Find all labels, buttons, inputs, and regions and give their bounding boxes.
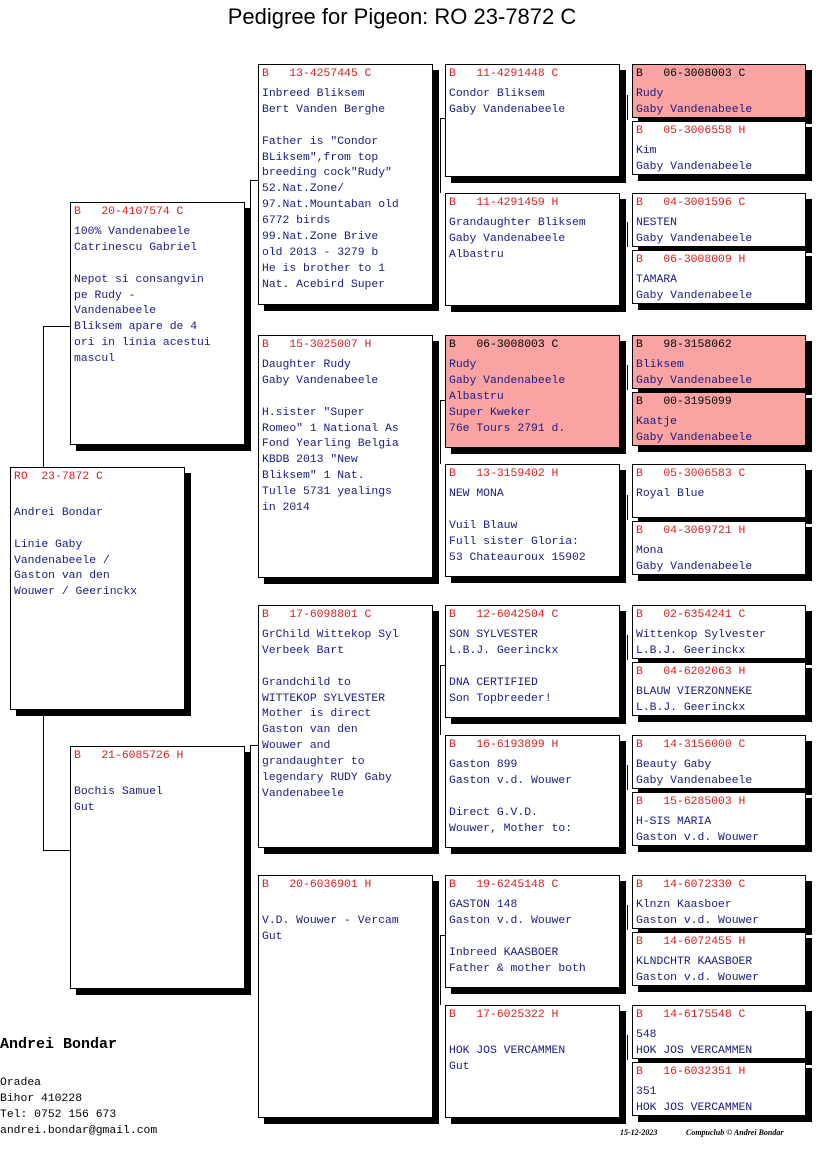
card-line: Daughter Rudy bbox=[262, 358, 351, 371]
ring-number: B 02-6354241 C bbox=[636, 609, 746, 621]
card-line: Gaby Vandenabeele bbox=[636, 103, 753, 116]
card-line: Gaston v.d. Wouwer bbox=[449, 914, 573, 927]
card-line: Bliksem apare de 4 bbox=[74, 321, 198, 334]
connector-line bbox=[627, 1035, 628, 1060]
card-line: Inbreed Bliksem bbox=[262, 87, 365, 100]
card-line: HOK JOS VERCAMMEN bbox=[636, 1101, 753, 1114]
card-line: BLAUW VIERZONNEKE bbox=[636, 685, 753, 698]
ring-number: B 17-6098801 C bbox=[262, 609, 372, 621]
card-line: WITTEKOP SYLVESTER bbox=[262, 692, 386, 705]
pigeon-card-grandparent[interactable] bbox=[258, 335, 433, 578]
pigeon-card-grandparent[interactable] bbox=[258, 605, 433, 848]
pigeon-card-grandparent[interactable] bbox=[258, 64, 433, 305]
card-line: legendary RUDY Gaby bbox=[262, 772, 392, 785]
ring-number: B 06-3008003 C bbox=[449, 339, 559, 351]
pigeon-card-ancestor[interactable] bbox=[632, 521, 806, 575]
pigeon-card-ancestor[interactable] bbox=[632, 792, 806, 846]
card-line: Andrei Bondar bbox=[14, 506, 103, 519]
owner-phone: Tel: 0752 156 673 bbox=[0, 1109, 117, 1121]
card-line: GrChild Wittekop Syl bbox=[262, 628, 399, 641]
connector-line bbox=[250, 745, 258, 746]
card-line: Wouwer / Geerinckx bbox=[14, 586, 138, 599]
card-line: Gaby Vandenabeele bbox=[636, 374, 753, 387]
card-line: Father is "Condor bbox=[262, 135, 379, 148]
connector-line bbox=[250, 745, 251, 865]
card-line: Bochis Samuel bbox=[74, 785, 163, 798]
card-line: Son Topbreeder! bbox=[449, 692, 552, 705]
card-line: 76e Tours 2791 d. bbox=[449, 422, 566, 435]
ring-number: B 11-4291459 H bbox=[449, 197, 559, 209]
card-line: HOK JOS VERCAMMEN bbox=[636, 1044, 753, 1057]
pigeon-card-ancestor[interactable] bbox=[632, 1005, 806, 1059]
card-line: Royal Blue bbox=[636, 487, 705, 500]
ring-number: B 98-3158062 bbox=[636, 339, 732, 351]
card-line bbox=[14, 490, 181, 506]
card-line: Kim bbox=[636, 144, 657, 157]
pigeon-card-great-grandparent[interactable] bbox=[445, 464, 620, 577]
card-line: 97.Nat.Mountaban old bbox=[262, 199, 399, 212]
pigeon-card-great-grandparent[interactable] bbox=[445, 193, 620, 306]
card-line: Gaston v.d. Wouwer bbox=[636, 971, 760, 984]
connector-line bbox=[627, 222, 628, 247]
ring-number: B 05-3006558 H bbox=[636, 125, 746, 137]
card-line: Rudy bbox=[449, 358, 477, 371]
ring-number: B 04-6202063 H bbox=[636, 666, 746, 678]
pigeon-card-grandparent[interactable] bbox=[258, 875, 433, 1118]
pigeon-card-great-grandparent[interactable] bbox=[445, 735, 620, 848]
card-line: Inbreed KAASBOER bbox=[449, 946, 559, 959]
connector-line bbox=[440, 935, 441, 1005]
card-line: KBDB 2013 "New bbox=[262, 454, 358, 467]
pigeon-card-ancestor-highlighted[interactable] bbox=[632, 392, 806, 446]
ring-number: B 21-6085726 H bbox=[74, 750, 184, 762]
card-line: V.D. Wouwer - Vercam bbox=[262, 914, 399, 927]
card-line: Gaby Vandenabeele bbox=[636, 160, 753, 173]
pigeon-card-ancestor[interactable] bbox=[632, 932, 806, 986]
connector-line bbox=[627, 765, 628, 790]
card-line: 53 Chateauroux 15902 bbox=[449, 551, 586, 564]
card-line: Gaby Vandenabeele bbox=[636, 289, 753, 302]
connector-line bbox=[250, 180, 258, 181]
connector-line bbox=[440, 400, 441, 464]
credit-text: Compuclub © Andrei Bondar bbox=[686, 1128, 784, 1137]
ring-number: B 13-4257445 C bbox=[262, 68, 372, 80]
owner-name: Andrei Bondar bbox=[0, 1036, 118, 1053]
card-line: Klnzn Kaasboer bbox=[636, 898, 732, 911]
card-line: Fond Yearling Belgia bbox=[262, 438, 399, 451]
card-line: grandaughter to bbox=[262, 756, 365, 769]
card-line: Gaston 899 bbox=[449, 758, 518, 771]
card-line bbox=[449, 1028, 616, 1044]
card-line: SON SYLVESTER bbox=[449, 628, 538, 641]
card-line: TAMARA bbox=[636, 273, 678, 286]
card-line: Gaby Vandenabeele bbox=[449, 103, 566, 116]
card-line: Gut bbox=[74, 801, 95, 814]
card-line bbox=[262, 660, 429, 676]
pigeon-card-great-grandparent[interactable] bbox=[445, 875, 620, 988]
card-line: Wittenkop Sylvester bbox=[636, 628, 766, 641]
connector-line bbox=[627, 905, 628, 930]
card-line: Gaby Vandenabeele bbox=[262, 374, 379, 387]
card-line: Gaby Vandenabeele bbox=[449, 232, 566, 245]
pigeon-card-ancestor[interactable] bbox=[632, 464, 806, 518]
pigeon-card-ancestor-highlighted[interactable] bbox=[632, 64, 806, 118]
card-line: breeding cock"Rudy" bbox=[262, 167, 392, 180]
pigeon-card-ancestor[interactable] bbox=[632, 605, 806, 659]
card-line: Romeo" 1 National As bbox=[262, 422, 399, 435]
ring-number: B 05-3006583 C bbox=[636, 468, 746, 480]
card-line: Direct G.V.D. bbox=[449, 806, 538, 819]
connector-line bbox=[440, 665, 441, 735]
card-line: Kaatje bbox=[636, 415, 678, 428]
card-line: Wouwer, Mother to: bbox=[449, 822, 573, 835]
card-line: HOK JOS VERCAMMEN bbox=[449, 1044, 566, 1057]
card-line: Gaston v.d. Wouwer bbox=[636, 914, 760, 927]
card-line: Mona bbox=[636, 544, 664, 557]
card-line bbox=[449, 790, 616, 806]
owner-contact bbox=[0, 1075, 157, 1139]
card-line: Nat. Acebird Super bbox=[262, 278, 386, 291]
card-line: Gaston v.d. Wouwer bbox=[449, 774, 573, 787]
pigeon-card-great-grandparent[interactable] bbox=[445, 605, 620, 718]
card-line bbox=[14, 522, 181, 538]
card-line: Rudy bbox=[636, 87, 664, 100]
card-line: Gaby Vandenabeele bbox=[449, 374, 566, 387]
pigeon-card-ancestor[interactable] bbox=[632, 735, 806, 789]
card-line: Gaston van den bbox=[14, 570, 110, 583]
card-line: Vandenabeele bbox=[74, 305, 157, 318]
card-line bbox=[449, 503, 616, 519]
ring-number: B 04-3001596 C bbox=[636, 197, 746, 209]
card-line: Gaby Vandenabeele bbox=[636, 774, 753, 787]
ring-number: B 14-6072330 C bbox=[636, 879, 746, 891]
card-line: ori in linia acestui bbox=[74, 337, 211, 350]
card-line: Grandaughter Bliksem bbox=[449, 216, 586, 229]
ring-number: B 20-4107574 C bbox=[74, 206, 184, 218]
pigeon-card-ancestor[interactable] bbox=[632, 193, 806, 247]
owner-region: Bihor 410228 bbox=[0, 1093, 83, 1105]
card-line: Full sister Gloria: bbox=[449, 535, 579, 548]
card-line: Vandenabeele bbox=[262, 787, 345, 800]
ring-number: B 14-3156000 C bbox=[636, 739, 746, 751]
card-line: Gaston v.d. Wouwer bbox=[636, 831, 760, 844]
card-line: Beauty Gaby bbox=[636, 758, 712, 771]
ring-number: B 00-3195099 bbox=[636, 396, 732, 408]
page-title: Pedigree for Pigeon: RO 23-7872 C bbox=[227, 4, 577, 29]
ring-number: B 11-4291448 C bbox=[449, 68, 559, 80]
card-line: Bert Vanden Berghe bbox=[262, 103, 386, 116]
card-line: Linie Gaby bbox=[14, 538, 83, 551]
pigeon-card-great-grandparent-highlighted[interactable] bbox=[445, 335, 620, 448]
card-line: Mother is direct bbox=[262, 708, 372, 721]
card-line: Gaby Vandenabeele bbox=[636, 560, 753, 573]
card-line: Gaby Vandenabeele bbox=[636, 232, 753, 245]
card-line: He is brother to 1 bbox=[262, 262, 386, 275]
card-line bbox=[74, 257, 241, 273]
owner-city: Oradea bbox=[0, 1077, 42, 1089]
ring-number: B 16-6193899 H bbox=[449, 739, 559, 751]
pigeon-card-ancestor[interactable] bbox=[632, 1062, 806, 1116]
card-line: Albastru bbox=[449, 390, 504, 403]
ring-number: B 15-6285003 H bbox=[636, 796, 746, 808]
ring-number: B 12-6042504 C bbox=[449, 609, 559, 621]
card-line: Albastru bbox=[449, 248, 504, 261]
card-line: 52.Nat.Zone/ bbox=[262, 183, 345, 196]
ring-number: B 17-6025322 H bbox=[449, 1009, 559, 1021]
card-line: Gaston van den bbox=[262, 724, 358, 737]
card-line bbox=[449, 930, 616, 946]
pigeon-card-ancestor[interactable] bbox=[632, 121, 806, 175]
pigeon-card-great-grandparent[interactable] bbox=[445, 64, 620, 177]
connector-line bbox=[250, 180, 251, 320]
pigeon-card-ancestor[interactable] bbox=[632, 662, 806, 716]
ring-number: B 20-6036901 H bbox=[262, 879, 372, 891]
connector-line bbox=[627, 95, 628, 120]
ring-number: B 16-6032351 H bbox=[636, 1066, 746, 1078]
pigeon-card-great-grandparent[interactable] bbox=[445, 1005, 620, 1118]
card-line bbox=[449, 660, 616, 676]
ring-number: B 06-3008003 C bbox=[636, 68, 746, 80]
card-line: old 2013 - 3279 b bbox=[262, 246, 379, 259]
pigeon-card-ancestor-highlighted[interactable] bbox=[632, 335, 806, 389]
card-line: Vandenabeele / bbox=[14, 554, 110, 567]
card-line: L.B.J. Geerinckx bbox=[636, 701, 746, 714]
card-line: Tulle 5731 yealings bbox=[262, 486, 392, 499]
card-line: Condor Bliksem bbox=[449, 87, 545, 100]
ring-number: B 15-3025007 H bbox=[262, 339, 372, 351]
card-line bbox=[262, 898, 429, 914]
card-line: pe Rudy - bbox=[74, 289, 136, 302]
card-line: DNA CERTIFIED bbox=[449, 676, 538, 689]
card-line: Vuil Blauw bbox=[449, 519, 518, 532]
owner-email: andrei.bondar@gmail.com bbox=[0, 1125, 158, 1137]
card-line: Catrinescu Gabriel bbox=[74, 241, 198, 254]
card-line: Gut bbox=[262, 930, 283, 943]
card-line: NESTEN bbox=[636, 216, 678, 229]
card-line: in 2014 bbox=[262, 502, 310, 515]
card-line: H.sister "Super bbox=[262, 406, 365, 419]
card-line: 351 bbox=[636, 1085, 657, 1098]
ring-number: B 19-6245148 C bbox=[449, 879, 559, 891]
card-line: H-SIS MARIA bbox=[636, 815, 712, 828]
card-line: Nepot si consangvin bbox=[74, 273, 204, 286]
pigeon-card-ancestor[interactable] bbox=[632, 250, 806, 304]
connector-line bbox=[43, 326, 44, 467]
card-line: 6772 birds bbox=[262, 215, 331, 228]
ring-number: B 13-3159402 H bbox=[449, 468, 559, 480]
ring-number: B 04-3069721 H bbox=[636, 525, 746, 537]
card-line: Gaby Vandenabeele bbox=[636, 431, 753, 444]
print-date: 15-12-2023 bbox=[620, 1128, 658, 1137]
ring-number: B 14-6072455 H bbox=[636, 936, 746, 948]
ring-number: RO 23-7872 C bbox=[14, 471, 103, 483]
pigeon-card-subject[interactable] bbox=[10, 467, 185, 710]
pigeon-card-ancestor[interactable] bbox=[632, 875, 806, 929]
connector-line bbox=[43, 326, 70, 327]
card-line: Bliksem bbox=[636, 358, 684, 371]
card-line bbox=[262, 119, 429, 135]
pigeon-card-father[interactable] bbox=[70, 202, 245, 445]
connector-line bbox=[43, 850, 70, 851]
card-line: mascul bbox=[74, 353, 116, 366]
ring-number: B 14-6175548 C bbox=[636, 1009, 746, 1021]
pigeon-card-mother[interactable] bbox=[70, 746, 245, 989]
connector-line bbox=[43, 710, 44, 850]
connector-line bbox=[440, 118, 441, 193]
connector-line bbox=[627, 495, 628, 520]
card-line: Verbeek Bart bbox=[262, 644, 345, 657]
card-line: Wouwer and bbox=[262, 740, 331, 753]
card-line: Grandchild to bbox=[262, 676, 351, 689]
card-line: Super Kweker bbox=[449, 406, 532, 419]
card-line: BLiksem",from top bbox=[262, 151, 379, 164]
card-line: L.B.J. Geerinckx bbox=[449, 644, 559, 657]
card-line: 100% Vandenabeele bbox=[74, 225, 191, 238]
card-line: L.B.J. Geerinckx bbox=[636, 644, 746, 657]
card-line: KLNDCHTR KAASBOER bbox=[636, 955, 753, 968]
card-line bbox=[74, 769, 241, 785]
card-line: GASTON 148 bbox=[449, 898, 518, 911]
card-line: Gut bbox=[449, 1060, 470, 1073]
card-line bbox=[262, 390, 429, 406]
card-line: 548 bbox=[636, 1028, 657, 1041]
connector-line bbox=[627, 365, 628, 390]
connector-line bbox=[627, 635, 628, 660]
ring-number: B 06-3008009 H bbox=[636, 254, 746, 266]
card-line: 99.Nat.Zone Brive bbox=[262, 231, 379, 244]
card-line: Father & mother both bbox=[449, 962, 586, 975]
card-line: NEW MONA bbox=[449, 487, 504, 500]
card-line: Bliksem" 1 Nat. bbox=[262, 470, 365, 483]
